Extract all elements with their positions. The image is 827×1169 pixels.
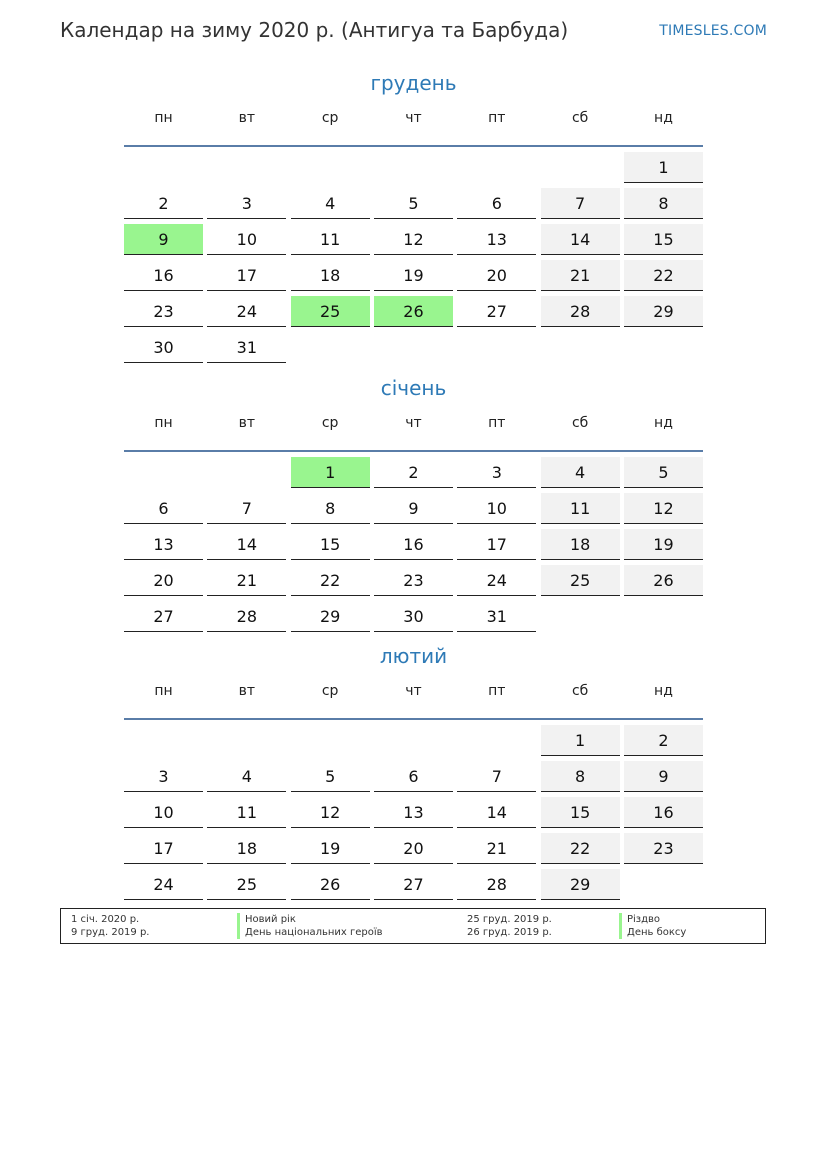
day-cell: 1: [624, 152, 703, 183]
empty-cell: [207, 457, 286, 488]
holiday-day-cell: 26: [374, 296, 453, 327]
empty-cell: [457, 152, 536, 183]
weekday-label: пн: [154, 110, 173, 126]
day-cell: 10: [207, 224, 286, 255]
day-cell: 12: [374, 224, 453, 255]
month-december: [124, 68, 703, 363]
day-cell: 12: [291, 797, 370, 828]
weekday-label: ср: [321, 110, 339, 126]
day-cell: 21: [541, 260, 620, 291]
month-february: [124, 641, 703, 900]
day-cell: 19: [624, 529, 703, 560]
empty-cell: [124, 152, 203, 183]
day-cell: 31: [457, 601, 536, 632]
day-cell: 23: [624, 833, 703, 864]
weekday-label: пт: [488, 683, 506, 699]
day-cell: 27: [124, 601, 203, 632]
day-cell: 27: [374, 869, 453, 900]
weekday-label: вт: [238, 683, 256, 699]
day-cell: 16: [624, 797, 703, 828]
month-name: січень: [380, 376, 447, 400]
day-cell: 15: [624, 224, 703, 255]
weekday-label: пт: [488, 415, 506, 431]
weekday-header: [124, 408, 703, 452]
day-cell: 30: [374, 601, 453, 632]
weekday-header: [124, 103, 703, 147]
day-grid: [124, 457, 703, 632]
day-cell: 14: [207, 529, 286, 560]
weekday-label: вт: [238, 415, 256, 431]
day-cell: 16: [124, 260, 203, 291]
day-cell: 12: [624, 493, 703, 524]
holiday-day-cell: 25: [291, 296, 370, 327]
legend-date: 25 груд. 2019 р.: [467, 914, 552, 925]
day-cell: 11: [291, 224, 370, 255]
day-cell: 4: [291, 188, 370, 219]
day-cell: 6: [457, 188, 536, 219]
weekday-label: пн: [154, 683, 173, 699]
day-cell: 20: [374, 833, 453, 864]
day-cell: 19: [374, 260, 453, 291]
day-cell: 17: [124, 833, 203, 864]
day-cell: 21: [457, 833, 536, 864]
day-cell: 7: [457, 761, 536, 792]
day-cell: 13: [374, 797, 453, 828]
day-cell: 2: [374, 457, 453, 488]
day-cell: 11: [541, 493, 620, 524]
weekday-label: ср: [321, 415, 339, 431]
day-cell: 14: [541, 224, 620, 255]
month-january: [124, 373, 703, 632]
day-cell: 26: [624, 565, 703, 596]
day-cell: 9: [374, 493, 453, 524]
legend-date: 9 груд. 2019 р.: [71, 927, 150, 938]
holiday-legend: [60, 908, 766, 944]
page-title: Календар на зиму 2020 р. (Антигуа та Барбуда): [60, 18, 569, 42]
day-cell: 5: [291, 761, 370, 792]
day-cell: 23: [374, 565, 453, 596]
site-logo-link[interactable]: TIMESLES.COM: [659, 23, 767, 39]
legend-holiday: Новий рік: [237, 913, 296, 926]
day-cell: 10: [124, 797, 203, 828]
weekday-label: чт: [405, 415, 422, 431]
weekday-label: сб: [571, 683, 589, 699]
day-cell: 8: [624, 188, 703, 219]
day-cell: 13: [457, 224, 536, 255]
day-cell: 26: [291, 869, 370, 900]
day-cell: 7: [207, 493, 286, 524]
day-cell: 28: [541, 296, 620, 327]
day-cell: 17: [207, 260, 286, 291]
month-name: грудень: [370, 71, 457, 95]
weekday-label: сб: [571, 415, 589, 431]
weekday-label: пт: [488, 110, 506, 126]
day-cell: 24: [207, 296, 286, 327]
day-cell: 29: [541, 869, 620, 900]
day-cell: 29: [291, 601, 370, 632]
day-cell: 20: [124, 565, 203, 596]
empty-cell: [374, 152, 453, 183]
day-cell: 3: [457, 457, 536, 488]
day-cell: 31: [207, 332, 286, 363]
weekday-label: нд: [654, 110, 673, 126]
legend-holiday: День боксу: [619, 926, 686, 939]
legend-holiday: День національних героїв: [237, 926, 383, 939]
empty-cell: [291, 725, 370, 756]
day-cell: 29: [624, 296, 703, 327]
day-cell: 18: [207, 833, 286, 864]
day-cell: 11: [207, 797, 286, 828]
day-cell: 5: [374, 188, 453, 219]
holiday-day-cell: 9: [124, 224, 203, 255]
day-cell: 6: [124, 493, 203, 524]
day-cell: 4: [207, 761, 286, 792]
weekday-label: чт: [405, 683, 422, 699]
day-cell: 27: [457, 296, 536, 327]
day-cell: 22: [541, 833, 620, 864]
day-cell: 7: [541, 188, 620, 219]
day-cell: 8: [541, 761, 620, 792]
weekday-label: вт: [238, 110, 256, 126]
empty-cell: [374, 725, 453, 756]
day-cell: 5: [624, 457, 703, 488]
day-cell: 28: [207, 601, 286, 632]
day-cell: 25: [541, 565, 620, 596]
day-cell: 15: [541, 797, 620, 828]
empty-cell: [207, 152, 286, 183]
weekday-label: нд: [654, 683, 673, 699]
day-cell: 30: [124, 332, 203, 363]
empty-cell: [291, 152, 370, 183]
day-cell: 20: [457, 260, 536, 291]
day-grid: [124, 152, 703, 363]
weekday-label: ср: [321, 683, 339, 699]
day-cell: 4: [541, 457, 620, 488]
day-cell: 2: [124, 188, 203, 219]
day-cell: 3: [207, 188, 286, 219]
empty-cell: [124, 457, 203, 488]
day-cell: 3: [124, 761, 203, 792]
legend-row: [61, 913, 765, 926]
holiday-day-cell: 1: [291, 457, 370, 488]
day-cell: 18: [541, 529, 620, 560]
weekday-label: нд: [654, 415, 673, 431]
day-cell: 15: [291, 529, 370, 560]
day-cell: 25: [207, 869, 286, 900]
empty-cell: [457, 725, 536, 756]
day-cell: 22: [624, 260, 703, 291]
empty-cell: [124, 725, 203, 756]
weekday-label: чт: [405, 110, 422, 126]
day-cell: 21: [207, 565, 286, 596]
day-cell: 2: [624, 725, 703, 756]
day-cell: 10: [457, 493, 536, 524]
weekday-header: [124, 676, 703, 720]
day-cell: 1: [541, 725, 620, 756]
legend-date: 1 січ. 2020 р.: [71, 914, 140, 925]
legend-date: 26 груд. 2019 р.: [467, 927, 552, 938]
day-cell: 16: [374, 529, 453, 560]
day-cell: 14: [457, 797, 536, 828]
day-cell: 22: [291, 565, 370, 596]
day-cell: 13: [124, 529, 203, 560]
day-cell: 6: [374, 761, 453, 792]
day-grid: [124, 725, 703, 900]
day-cell: 18: [291, 260, 370, 291]
month-name: лютий: [379, 644, 448, 668]
day-cell: 19: [291, 833, 370, 864]
legend-holiday: Різдво: [619, 913, 660, 926]
day-cell: 8: [291, 493, 370, 524]
day-cell: 9: [624, 761, 703, 792]
day-cell: 24: [124, 869, 203, 900]
day-cell: 23: [124, 296, 203, 327]
empty-cell: [541, 152, 620, 183]
weekday-label: пн: [154, 415, 173, 431]
empty-cell: [207, 725, 286, 756]
day-cell: 17: [457, 529, 536, 560]
day-cell: 24: [457, 565, 536, 596]
weekday-label: сб: [571, 110, 589, 126]
day-cell: 28: [457, 869, 536, 900]
legend-row: [61, 926, 765, 939]
